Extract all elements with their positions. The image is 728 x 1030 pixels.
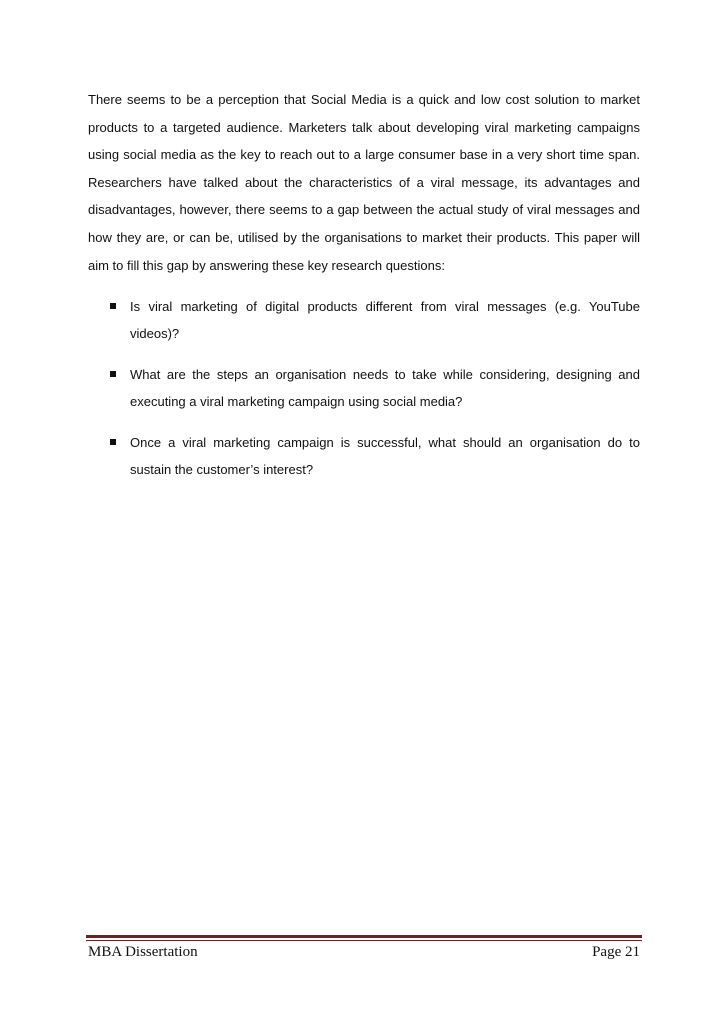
list-item — [88, 361, 640, 415]
square-bullet-icon — [110, 371, 116, 377]
square-bullet-icon — [110, 303, 116, 309]
square-bullet-icon — [110, 439, 116, 445]
list-item-text: Is viral marketing of digital products different from viral messages (e.g. YouTube videos)? — [130, 299, 640, 342]
page-number: Page 21 — [592, 944, 640, 960]
research-questions-list — [88, 293, 640, 483]
footer-divider-thick — [86, 935, 642, 938]
body-paragraph: There seems to be a perception that Social Media is a quick and low cost solution to market products to a targeted audience. Marketers talk about developing viral marketing campaigns using social media as the key to reach out to a large consumer base in a very short time span. Researchers have talked about the characteristics of a viral message, its advantages and disadvantages, however, there seems to a gap between the actual study of viral messages and how they are, or can be, utilised by the organisations to market their products. This paper will aim to fill this gap by answering these key research questions: — [88, 92, 640, 273]
footer-divider-thin — [86, 940, 642, 941]
list-item — [88, 293, 640, 347]
list-item-text: Once a viral marketing campaign is successful, what should an organisation do to sustain the customer’s interest? — [130, 435, 640, 478]
footer-divider — [86, 935, 642, 941]
list-item-text: What are the steps an organisation needs to take while considering, designing and executing a viral marketing campaign using social media? — [130, 367, 640, 410]
page-content — [88, 86, 640, 497]
list-item — [88, 429, 640, 483]
footer-title: MBA Dissertation — [88, 944, 198, 960]
